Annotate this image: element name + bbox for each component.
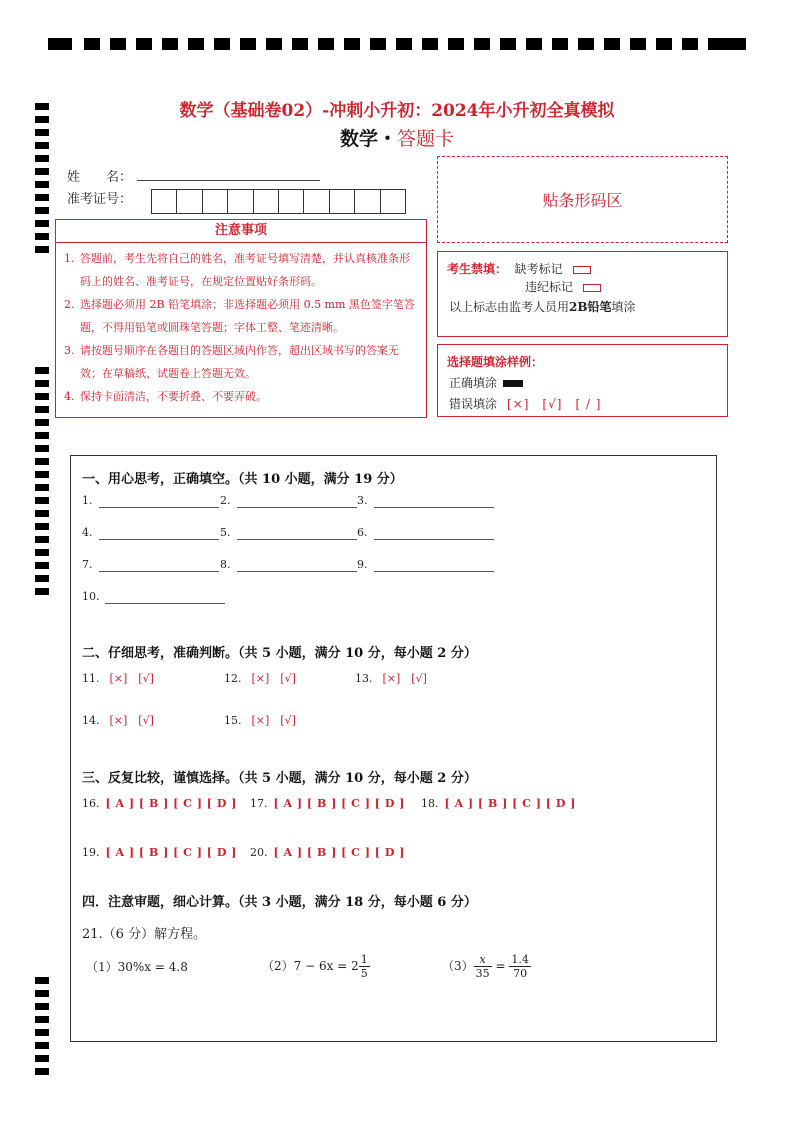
exam-id-boxes[interactable] bbox=[152, 189, 406, 214]
timing-mark bbox=[35, 220, 49, 227]
timing-mark bbox=[35, 419, 49, 426]
answer-card-label: 答题卡 bbox=[397, 128, 455, 150]
proctor-only-box bbox=[437, 251, 728, 337]
id-digit-box[interactable] bbox=[253, 189, 279, 214]
timing-mark bbox=[35, 1055, 49, 1062]
notice-item: 2. 选择题必须用 2B 铅笔填涂；非选择题必须用 0.5 mm 黑色签字笔答题，不得用铅笔或圆珠笔答题；字体工整、笔迹清晰。 bbox=[64, 298, 415, 334]
timing-mark bbox=[318, 38, 334, 50]
proctor-note: 以上标志由监考人员用2B铅笔填涂 bbox=[449, 300, 636, 314]
blank-number: 1. bbox=[82, 494, 93, 507]
timing-mark bbox=[370, 38, 386, 50]
section-2-heading: 二、仔细思考，准确判断。（共 5 小题，满分 10 分，每小题 2 分） bbox=[82, 646, 477, 661]
notice-box bbox=[55, 219, 427, 418]
judge-question[interactable]: 12. [×] [√] bbox=[224, 672, 296, 685]
id-digit-box[interactable] bbox=[176, 189, 202, 214]
timing-mark bbox=[35, 1029, 49, 1036]
fill-blank[interactable] bbox=[82, 558, 93, 571]
timing-mark bbox=[84, 38, 100, 50]
choice-options: [ A ] [ B ] [ C ] [ D ] bbox=[273, 846, 405, 859]
exam-title: 数学（基础卷02）-冲刺小升初：2024年小升初全真模拟 bbox=[179, 101, 615, 121]
judge-question[interactable]: 11. [×] [√] bbox=[82, 672, 154, 685]
judge-question[interactable]: 15. [×] [√] bbox=[224, 714, 296, 727]
fill-blank[interactable] bbox=[82, 590, 100, 603]
exam-id-label: 准考证号： bbox=[67, 192, 133, 207]
timing-mark bbox=[578, 38, 594, 50]
timing-mark bbox=[35, 523, 49, 530]
timing-mark bbox=[240, 38, 256, 50]
timing-mark bbox=[500, 38, 516, 50]
correct-sample: 正确填涂 bbox=[449, 374, 523, 391]
id-digit-box[interactable] bbox=[202, 189, 228, 214]
violation-row bbox=[525, 278, 601, 295]
notice-item: 3. 请按题号顺序在各题目的答题区域内作答，超出区域书写的答案无效；在草稿纸、试题卷上答题无效。 bbox=[64, 344, 399, 380]
timing-mark bbox=[35, 367, 49, 374]
timing-mark bbox=[35, 471, 49, 478]
timing-mark bbox=[630, 38, 646, 50]
timing-mark bbox=[188, 38, 204, 50]
timing-mark bbox=[35, 181, 49, 188]
timing-mark bbox=[35, 1016, 49, 1023]
timing-mark bbox=[35, 575, 49, 582]
choice-options: [ A ] [ B ] [ C ] [ D ] bbox=[444, 797, 576, 810]
equation-3: （3） $\frac{x}{35}$ = $\frac{1.4}{70}$ bbox=[442, 953, 529, 980]
id-digit-box[interactable] bbox=[151, 189, 177, 214]
name-label: 姓 名： bbox=[67, 170, 133, 185]
timing-mark bbox=[474, 38, 490, 50]
barcode-label: 贴条形码区 bbox=[542, 191, 623, 210]
timing-mark bbox=[682, 38, 698, 50]
equation-2: （2）7 − 6x = 2 $\frac{1}{5}$ bbox=[262, 953, 368, 980]
timing-mark bbox=[136, 38, 152, 50]
equation-1: （1）30%x = 4.8 bbox=[86, 960, 188, 974]
timing-mark bbox=[35, 510, 49, 517]
id-digit-box[interactable] bbox=[303, 189, 329, 214]
barcode-area bbox=[437, 156, 728, 243]
timing-mark bbox=[35, 1003, 49, 1010]
blank-number: 2. bbox=[220, 494, 231, 507]
timing-mark bbox=[396, 38, 412, 50]
timing-mark bbox=[35, 977, 49, 984]
timing-mark bbox=[35, 990, 49, 997]
judge-options: [×] [√] bbox=[382, 672, 427, 685]
timing-mark bbox=[35, 484, 49, 491]
subject-label: 数学・ bbox=[339, 128, 397, 150]
answer-area bbox=[70, 455, 717, 1042]
timing-mark bbox=[604, 38, 620, 50]
timing-mark bbox=[422, 38, 438, 50]
judge-question[interactable]: 13. [×] [√] bbox=[355, 672, 427, 685]
timing-mark bbox=[448, 38, 464, 50]
wrong-sample: 错误填涂 [×] [√] [ / ] bbox=[449, 397, 602, 411]
id-digit-box[interactable] bbox=[227, 189, 253, 214]
blank-number: 10. bbox=[82, 590, 100, 603]
fill-blank[interactable] bbox=[220, 494, 231, 507]
timing-mark bbox=[35, 1042, 49, 1049]
fill-blank[interactable] bbox=[82, 494, 93, 507]
blank-number: 4. bbox=[82, 526, 93, 539]
section-1-heading: 一、用心思考，正确填空。（共 10 小题，满分 19 分） bbox=[82, 472, 403, 487]
choice-question[interactable]: 19. [ A ] [ B ] [ C ] [ D ] bbox=[82, 846, 237, 859]
id-digit-box[interactable] bbox=[354, 189, 380, 214]
choice-question[interactable]: 16. [ A ] [ B ] [ C ] [ D ] bbox=[82, 797, 237, 810]
timing-mark bbox=[35, 562, 49, 569]
top-timing-marks bbox=[48, 38, 746, 52]
timing-mark bbox=[722, 38, 746, 50]
absent-row bbox=[447, 260, 591, 277]
judge-options: [×] [√] bbox=[109, 672, 154, 685]
choice-question[interactable]: 20. [ A ] [ B ] [ C ] [ D ] bbox=[250, 846, 405, 859]
timing-mark bbox=[110, 38, 126, 50]
timing-mark bbox=[35, 380, 49, 387]
fill-blank[interactable] bbox=[82, 526, 93, 539]
id-digit-box[interactable] bbox=[278, 189, 304, 214]
timing-mark bbox=[35, 1068, 49, 1075]
blank-number: 9. bbox=[357, 558, 368, 571]
timing-mark bbox=[35, 155, 49, 162]
choice-question[interactable]: 17. [ A ] [ B ] [ C ] [ D ] bbox=[250, 797, 405, 810]
timing-mark bbox=[35, 458, 49, 465]
timing-mark bbox=[35, 393, 49, 400]
question-21-title: 21.（6 分）解方程。 bbox=[82, 927, 207, 942]
fill-blank[interactable] bbox=[220, 526, 231, 539]
absent-checkbox[interactable] bbox=[573, 266, 591, 274]
timing-mark bbox=[214, 38, 230, 50]
timing-mark bbox=[656, 38, 672, 50]
timing-mark bbox=[35, 497, 49, 504]
blank-number: 8. bbox=[220, 558, 231, 571]
timing-mark bbox=[35, 194, 49, 201]
timing-mark bbox=[292, 38, 308, 50]
fill-blank[interactable] bbox=[357, 494, 368, 507]
section-4-heading: 四．注意审题，细心计算。（共 3 小题，满分 18 分，每小题 6 分） bbox=[82, 895, 477, 910]
timing-mark bbox=[35, 445, 49, 452]
choice-question[interactable]: 18. [ A ] [ B ] [ C ] [ D ] bbox=[421, 797, 576, 810]
blank-number: 7. bbox=[82, 558, 93, 571]
section-3-heading: 三、反复比较，谨慎选择。（共 5 小题，满分 10 分，每小题 2 分） bbox=[82, 771, 477, 786]
judge-options: [×] [√] bbox=[251, 714, 296, 727]
notice-item: 4. 保持卡面清洁，不要折叠、不要弄破。 bbox=[64, 390, 267, 403]
blank-number: 5. bbox=[220, 526, 231, 539]
choice-options: [ A ] [ B ] [ C ] [ D ] bbox=[273, 797, 405, 810]
violation-label: 违纪标记 bbox=[525, 280, 574, 294]
name-field[interactable] bbox=[137, 180, 320, 181]
notice-item: 1. 答题前，考生先将自己的姓名，准考证号填写清楚，并认真核准条形码上的姓名、准考证号，在规定位置贴好条形码。 bbox=[64, 252, 410, 288]
timing-mark bbox=[35, 432, 49, 439]
choice-options: [ A ] [ B ] [ C ] [ D ] bbox=[105, 797, 237, 810]
filled-mark-icon bbox=[503, 380, 523, 387]
timing-mark bbox=[344, 38, 360, 50]
fill-blank[interactable] bbox=[220, 558, 231, 571]
judge-options: [×] [√] bbox=[251, 672, 296, 685]
timing-mark bbox=[48, 38, 72, 50]
fill-blank[interactable] bbox=[357, 526, 368, 539]
fill-sample-box bbox=[437, 344, 728, 417]
timing-mark bbox=[35, 233, 49, 240]
notice-heading: 注意事项 bbox=[56, 220, 426, 243]
timing-mark bbox=[266, 38, 282, 50]
timing-mark bbox=[162, 38, 178, 50]
sheet-title bbox=[0, 124, 794, 151]
timing-mark bbox=[35, 588, 49, 595]
fill-blank[interactable] bbox=[357, 558, 368, 571]
choice-options: [ A ] [ B ] [ C ] [ D ] bbox=[105, 846, 237, 859]
judge-question[interactable]: 14. [×] [√] bbox=[82, 714, 154, 727]
blank-number: 6. bbox=[357, 526, 368, 539]
judge-options: [×] [√] bbox=[109, 714, 154, 727]
timing-mark bbox=[35, 536, 49, 543]
timing-mark bbox=[35, 406, 49, 413]
timing-mark bbox=[35, 207, 49, 214]
forbidden-label: 考生禁填： bbox=[447, 262, 508, 276]
sample-heading: 选择题填涂样例： bbox=[447, 355, 544, 369]
timing-mark bbox=[526, 38, 542, 50]
timing-mark bbox=[35, 549, 49, 556]
violation-checkbox[interactable] bbox=[583, 284, 601, 292]
timing-mark bbox=[552, 38, 568, 50]
blank-number: 3. bbox=[357, 494, 368, 507]
absent-label: 缺考标记 bbox=[514, 262, 563, 276]
timing-mark bbox=[35, 168, 49, 175]
id-digit-box[interactable] bbox=[329, 189, 355, 214]
timing-mark bbox=[35, 246, 49, 253]
id-digit-box[interactable] bbox=[380, 189, 406, 214]
